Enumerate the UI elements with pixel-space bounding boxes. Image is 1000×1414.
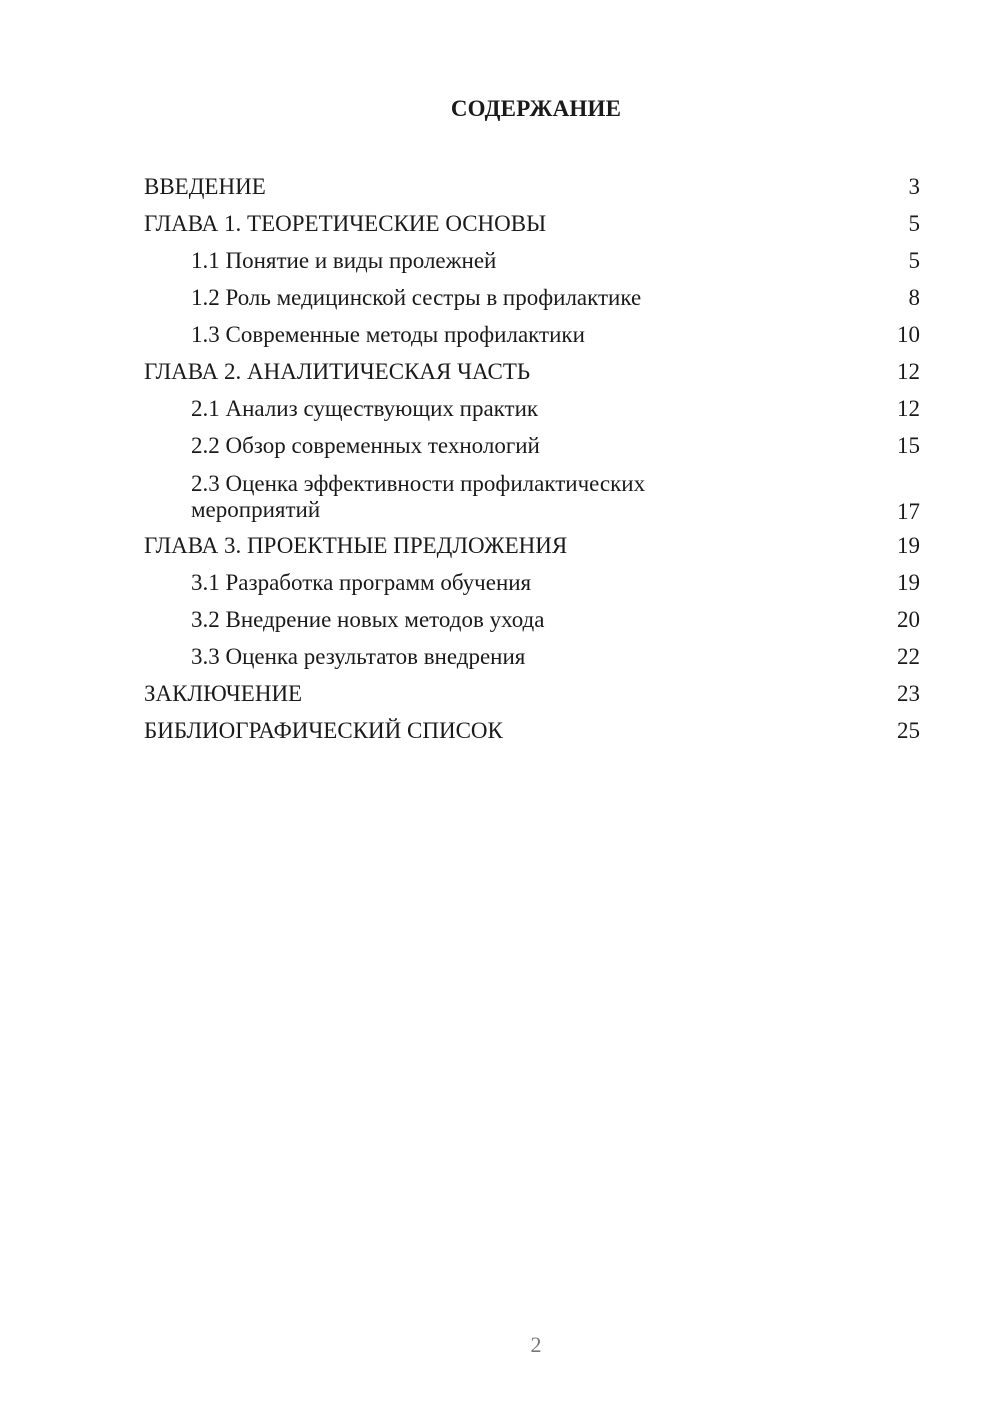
toc-entry-chapter-2[interactable] — [144, 353, 920, 390]
toc-entry-label: 2.3 Оценка эффективности профилактических мероприятий — [191, 471, 646, 522]
toc-entry-page: 19 — [897, 533, 920, 558]
toc-entry-bibliography[interactable] — [144, 712, 920, 749]
toc-entry-3-1[interactable] — [144, 564, 920, 601]
toc-entry-3-3[interactable] — [144, 638, 920, 675]
page-title: СОДЕРЖАНИЕ — [450, 96, 622, 121]
toc-entry-3-2[interactable] — [144, 601, 920, 638]
toc-entry-page: 25 — [897, 718, 920, 743]
toc-entry-2-1[interactable] — [144, 390, 920, 427]
toc-entry-2-3[interactable] — [144, 464, 920, 527]
table-of-contents — [144, 168, 920, 749]
toc-entry-2-2[interactable] — [144, 427, 920, 464]
toc-entry-page: 15 — [897, 433, 920, 458]
toc-entry-1-2[interactable] — [144, 279, 920, 316]
toc-entry-chapter-1[interactable] — [144, 205, 920, 242]
toc-entry-label: 2.2 Обзор современных технологий — [191, 433, 540, 458]
toc-entry-page: 19 — [897, 570, 920, 595]
toc-entry-page: 3 — [908, 174, 920, 199]
toc-entry-page: 10 — [897, 322, 920, 347]
toc-entry-label: ЗАКЛЮЧЕНИЕ — [144, 681, 303, 706]
toc-entry-page: 23 — [897, 681, 920, 706]
page-number: 2 — [530, 1332, 542, 1357]
toc-entry-page: 22 — [897, 644, 920, 669]
toc-entry-label: 2.1 Анализ существующих практик — [191, 396, 539, 421]
toc-entry-page: 8 — [908, 285, 920, 310]
toc-entry-label: 3.3 Оценка результатов внедрения — [191, 644, 526, 669]
toc-entry-label: 1.3 Современные методы профилактики — [191, 322, 585, 347]
toc-entry-label: ГЛАВА 1. ТЕОРЕТИЧЕСКИЕ ОСНОВЫ — [144, 211, 547, 236]
toc-entry-page: 17 — [897, 499, 920, 524]
toc-entry-introduction[interactable] — [144, 168, 920, 205]
toc-entry-conclusion[interactable] — [144, 675, 920, 712]
toc-entry-chapter-3[interactable] — [144, 527, 920, 564]
toc-entry-page: 20 — [897, 607, 920, 632]
toc-entry-label: 1.2 Роль медицинской сестры в профилактике — [191, 285, 642, 310]
toc-entry-label: 3.1 Разработка программ обучения — [191, 570, 532, 595]
toc-entry-label: БИБЛИОГРАФИЧЕСКИЙ СПИСОК — [144, 718, 503, 743]
toc-entry-label: ГЛАВА 3. ПРОЕКТНЫЕ ПРЕДЛОЖЕНИЯ — [144, 533, 568, 558]
toc-entry-1-1[interactable] — [144, 242, 920, 279]
toc-entry-page: 5 — [908, 211, 920, 236]
toc-entry-page: 12 — [897, 396, 920, 421]
toc-entry-label: 3.2 Внедрение новых методов ухода — [191, 607, 545, 632]
toc-entry-page: 5 — [908, 248, 920, 273]
toc-entry-page: 12 — [897, 359, 920, 384]
toc-entry-label: 1.1 Понятие и виды пролежней — [191, 248, 497, 273]
toc-entry-label: ГЛАВА 2. АНАЛИТИЧЕСКАЯ ЧАСТЬ — [144, 359, 531, 384]
toc-entry-1-3[interactable] — [144, 316, 920, 353]
toc-entry-label: ВВЕДЕНИЕ — [144, 174, 266, 199]
